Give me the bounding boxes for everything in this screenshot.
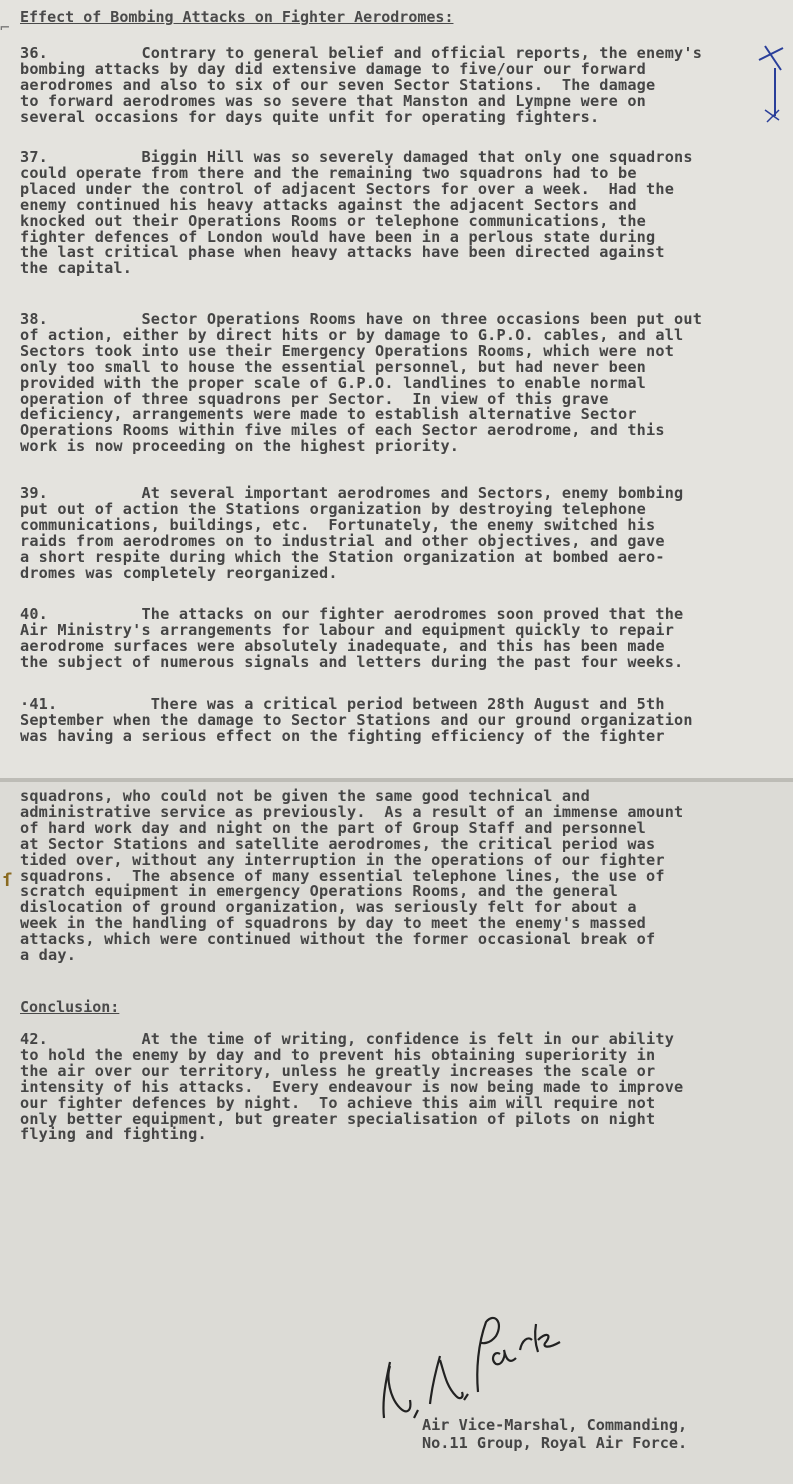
conclusion-heading: Conclusion: — [20, 998, 120, 1016]
paragraph-40: 40. The attacks on our fighter aerodromes soon proved that the Air Ministry's arrangements for labour and equipment quickly to repair aerodrome surfaces were absolutely inadequate, and this has been made the subject of numerous signals and letters during the past four weeks. — [20, 605, 684, 671]
signatory-title: Air Vice-Marshal, Commanding, No.11 Group, Royal Air Force. — [422, 1416, 688, 1452]
page-seam — [0, 778, 793, 782]
corner-fold-mark: ⌐ — [0, 18, 10, 37]
margin-annotation-mark — [755, 40, 791, 134]
signature-block — [360, 1300, 780, 1470]
paragraph-37: 37. Biggin Hill was so severely damaged that only one squadrons could operate from there and the remaining two squadrons had to be placed under the control of adjacent Sectors for over a week. Had the enemy continued his heavy attacks against the adjacent Sectors and knocked out their Operations Rooms or telephone communications, the fighter defences of London would have been in a perlous state during the last critical phase when heavy attacks have been directed against the capital. — [20, 148, 693, 278]
section-heading: Effect of Bombing Attacks on Fighter Aerodromes: — [20, 8, 454, 26]
handwritten-signature — [360, 1300, 580, 1430]
paragraph-36: 36. Contrary to general belief and official reports, the enemy's bombing attacks by day did extensive damage to five/our our forward aerodromes and also to six of our seven Sector Stations. The damage to forward aerodromes was so severe that Manston and Lympne were on several occasions for days quite unfit for operating fighters. — [20, 44, 703, 126]
paragraph-41-part-2: squadrons, who could not be given the same good technical and administrative service as previously. As a result of an immense amount of hard work day and night on the part of Group Staff and personnel at Sector Stations and satellite aerodromes, the critical period was tided over, without any interruption in the operations of our fighter squadrons. The absence of many essential telephone lines, the use of scratch equipment in emergency Operations Rooms, and the general dislocation of ground organization, was seriously felt for about a week in the handling of squadrons by day to meet the enemy's massed attacks, which were continued without the former occasional break of a day. — [20, 787, 684, 965]
paragraph-39: 39. At several important aerodromes and Sectors, enemy bombing put out of action the Stations organization by destroying telephone communications, buildings, etc. Fortunately, the enemy switched his raids from aerodromes on to industrial and other objectives, and gave a short respite during which the Station organization at bombed aero- dromes was completely reorganized. — [20, 484, 684, 582]
paragraph-42: 42. At the time of writing, confidence is felt in our ability to hold the enemy by day and to prevent his obtaining superiority in the air over our territory, unless he greatly increases the scale or intensity of his attacks. Every endeavour is now being made to improve our fighter defences by night. To achieve this aim will require not only better equipment, but greater specialisation of pilots on night flying and fighting. — [20, 1030, 684, 1144]
paragraph-41-part-1: ·41. There was a critical period between 28th August and 5th September when the damage to Sector Stations and our ground organization was having a serious effect on the fighting efficiency of the fighter — [20, 695, 693, 745]
paragraph-38: 38. Sector Operations Rooms have on three occasions been put out of action, either by direct hits or by damage to G.P.O. cables, and all Sectors took into use their Emergency Operations Rooms, which were not only too small to house the essential personnel, but had never been provided with the proper scale of G.P.O. landlines to enable normal operation of three squadrons per Sector. In view of this grave deficiency, arrangements were made to establish alternative Sector Operations Rooms within five miles of each Sector aerodrome, and this work is now proceeding on the highest priority. — [20, 310, 703, 456]
margin-side-mark: ſ — [2, 870, 13, 891]
